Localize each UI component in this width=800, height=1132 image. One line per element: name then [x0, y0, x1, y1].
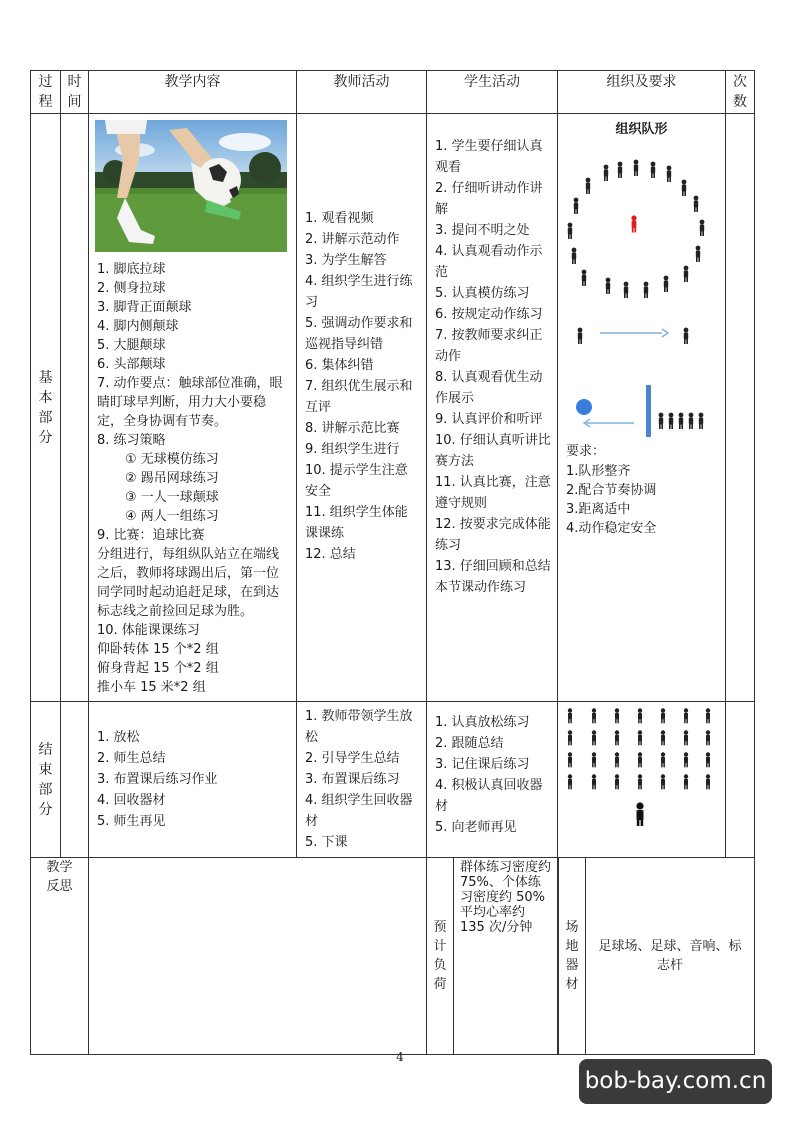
- requirement-item: 3.距离适中: [566, 502, 631, 517]
- ending-content-item: 3. 布置课后练习作业: [97, 772, 218, 787]
- ending-org: [558, 702, 726, 858]
- teacher-item: 6. 集体纠错: [305, 358, 374, 373]
- teacher-item: 3. 为学生解答: [305, 253, 387, 268]
- basic-content: [89, 114, 297, 702]
- basic-label-text: 基本部分: [38, 369, 53, 446]
- teacher-item: 9. 组织学生进行: [305, 442, 400, 457]
- load-label-text: 预计负荷: [433, 920, 447, 992]
- ending-teacher-item: 5. 下课: [305, 835, 348, 850]
- student-item: 7. 按教师要求纠正动作: [435, 328, 543, 364]
- requirements-list: [566, 462, 725, 538]
- ending-student-item: 5. 向老师再见: [435, 820, 517, 835]
- requirements-title: 要求：: [566, 444, 606, 459]
- ending-student: [427, 702, 558, 858]
- header-row: [31, 71, 755, 114]
- match-description: 分组进行，每组纵队站立在端线之后，教师将球踢出后，第一位同学同时起动追赶足球，在到达标志线之前捡回足球为胜。: [97, 547, 280, 619]
- basic-content-item: 3. 脚背正面颠球: [97, 300, 192, 315]
- reflection-label: [31, 858, 89, 1055]
- student-item: 3. 提问不明之处: [435, 223, 530, 238]
- venue-subtable: [558, 858, 754, 1054]
- reflection-body: [89, 858, 427, 1055]
- student-item: 8. 认真观看优生动作展示: [435, 370, 543, 406]
- header-org: 组织及要求: [558, 71, 726, 114]
- ending-teacher-item: 4. 组织学生回收器材: [305, 793, 413, 829]
- basic-count: [726, 114, 755, 702]
- ending-student-item: 2. 跟随总结: [435, 736, 504, 751]
- ending-teacher: [297, 702, 427, 858]
- teacher-item: 4. 组织学生进行练习: [305, 274, 413, 310]
- ending-count: [726, 702, 755, 858]
- marker-pole: [646, 385, 651, 437]
- watermark: bob-bay.com.cn: [579, 1059, 772, 1104]
- teacher-item: 2. 讲解示范动作: [305, 232, 400, 247]
- header-process-text: 过程: [38, 74, 55, 110]
- teacher-item: 12. 总结: [305, 547, 356, 562]
- fitness-title: 10. 体能课课练习: [97, 623, 200, 638]
- header-time-text: 时间: [67, 74, 82, 110]
- header-count: [726, 71, 755, 114]
- match-title: 9. 比赛：追球比赛: [97, 528, 205, 543]
- basic-teacher: [297, 114, 427, 702]
- basic-label: [31, 114, 61, 702]
- reflection-label-text: 教学反思: [46, 860, 73, 894]
- strategy-title: 8. 练习策略: [97, 433, 166, 448]
- strategy-list: [97, 450, 290, 526]
- teacher-item: 5. 强调动作要求和巡视指导纠错: [305, 316, 413, 352]
- teacher-item: 8. 讲解示范比赛: [305, 421, 400, 436]
- load-text: 群体练习密度约75%、个体练习密度约 50% 平均心率约 135 次/分钟: [460, 860, 552, 935]
- reflection-row: [31, 858, 755, 1055]
- fitness-item: 俯身背起 15 个*2 组: [97, 661, 219, 676]
- teacher-figure: [631, 215, 636, 232]
- student-grid: [568, 708, 710, 789]
- ending-student-list: [435, 712, 551, 838]
- header-student: 学生活动: [427, 71, 558, 114]
- basic-row: [31, 114, 755, 702]
- basic-content-item: 5. 大腿颠球: [97, 338, 166, 353]
- ending-label-text: 结束部分: [38, 741, 53, 818]
- teacher-item: 7. 组织优生展示和互评: [305, 379, 413, 415]
- strategy-item: ② 踢吊网球练习: [125, 471, 219, 486]
- basic-time: [61, 114, 89, 702]
- basic-org: [558, 114, 726, 702]
- student-activity-list: [435, 136, 551, 598]
- ending-time: [61, 702, 89, 858]
- lesson-plan-table: [30, 70, 755, 1055]
- requirement-item: 4.动作稳定安全: [566, 521, 657, 536]
- ending-content-item: 5. 师生再见: [97, 814, 166, 829]
- requirements: [558, 441, 725, 538]
- header-time: [61, 71, 89, 114]
- ending-teacher-item: 1. 教师带领学生放松: [305, 709, 413, 745]
- student-item: 10. 仔细认真听讲比赛方法: [435, 433, 551, 469]
- strategy-item: ④ 两人一组练习: [125, 509, 219, 524]
- student-item: 1. 学生要仔细认真观看: [435, 139, 543, 175]
- basic-content-item: 6. 头部颠球: [97, 357, 166, 372]
- ending-content-item: 2. 师生总结: [97, 751, 166, 766]
- header-content: 教学内容: [89, 71, 297, 114]
- student-item: 12. 按要求完成体能练习: [435, 517, 551, 553]
- strategy-item: ① 无球模仿练习: [125, 452, 219, 467]
- ending-student-item: 4. 积极认真回收器材: [435, 778, 543, 814]
- basic-student: [427, 114, 558, 702]
- basic-content-item: 1. 脚底拉球: [97, 262, 166, 277]
- basic-content-list: [97, 260, 290, 374]
- student-item: 13. 仔细回顾和总结本节课动作练习: [435, 559, 551, 595]
- student-item: 6. 按规定动作练习: [435, 307, 543, 322]
- load-cell: [427, 858, 558, 1055]
- ending-label: [31, 702, 61, 858]
- student-item: 9. 认真评价和听评: [435, 412, 543, 427]
- header-teacher: 教师活动: [297, 71, 427, 114]
- fitness-list: [97, 640, 290, 697]
- key-points: 7. 动作要点：触球部位准确，眼睛盯球早判断，用力大小要稳定，全身协调有节奏。: [97, 376, 283, 429]
- football-kick-image: [95, 120, 287, 252]
- load-label: [427, 858, 454, 1054]
- ending-teacher-item: 3. 布置课后练习: [305, 772, 400, 787]
- ending-row: [31, 702, 755, 858]
- ending-content-item: 1. 放松: [97, 730, 140, 745]
- formation-diagram: [558, 137, 724, 437]
- basic-content-item: 4. 脚内侧颠球: [97, 319, 179, 334]
- header-process: [31, 71, 61, 114]
- fitness-item: 仰卧转体 15 个*2 组: [97, 642, 219, 657]
- student-item: 11. 认真比赛，注意遵守规则: [435, 475, 551, 511]
- load-subtable: [427, 858, 557, 1054]
- ending-content-item: 4. 回收器材: [97, 793, 166, 808]
- page-number: 4: [396, 1050, 404, 1064]
- ending-teacher-list: [305, 706, 420, 853]
- header-count-text: 次数: [733, 74, 747, 110]
- ending-teacher-figure: [636, 802, 643, 826]
- pass-drill: [578, 328, 689, 344]
- ending-formation-diagram: [558, 702, 724, 842]
- ending-student-item: 3. 记住课后练习: [435, 757, 530, 772]
- venue-text: 足球场、足球、音响、标志杆: [598, 939, 742, 973]
- venue-label: [559, 858, 586, 1054]
- basic-content-item: 2. 侧身拉球: [97, 281, 166, 296]
- ending-content: [89, 702, 297, 858]
- football-photo: [95, 120, 287, 252]
- student-item: 5. 认真模仿练习: [435, 286, 530, 301]
- student-item: 2. 仔细听讲动作讲解: [435, 181, 543, 217]
- ending-student-item: 1. 认真放松练习: [435, 715, 530, 730]
- student-item: 4. 认真观看动作示范: [435, 244, 543, 280]
- ending-teacher-item: 2. 引导学生总结: [305, 751, 400, 766]
- venue-cell: [558, 858, 755, 1055]
- fitness-item: 推小车 15 米*2 组: [97, 680, 206, 695]
- requirement-item: 1.队形整齐: [566, 464, 631, 479]
- requirement-item: 2.配合节奏协调: [566, 483, 657, 498]
- chase-drill: [576, 385, 703, 437]
- teacher-item: 11. 组织学生体能课课练: [305, 505, 408, 541]
- org-title: 组织队形: [615, 122, 668, 137]
- venue-label-text: 场地器材: [565, 920, 579, 992]
- strategy-item: ③ 一人一球颠球: [125, 490, 219, 505]
- teacher-activity-list: [305, 208, 420, 565]
- teacher-item: 10. 提示学生注意安全: [305, 463, 408, 499]
- ending-content-list: [97, 727, 290, 832]
- ball-icon: [576, 399, 592, 415]
- teacher-item: 1. 观看视频: [305, 211, 374, 226]
